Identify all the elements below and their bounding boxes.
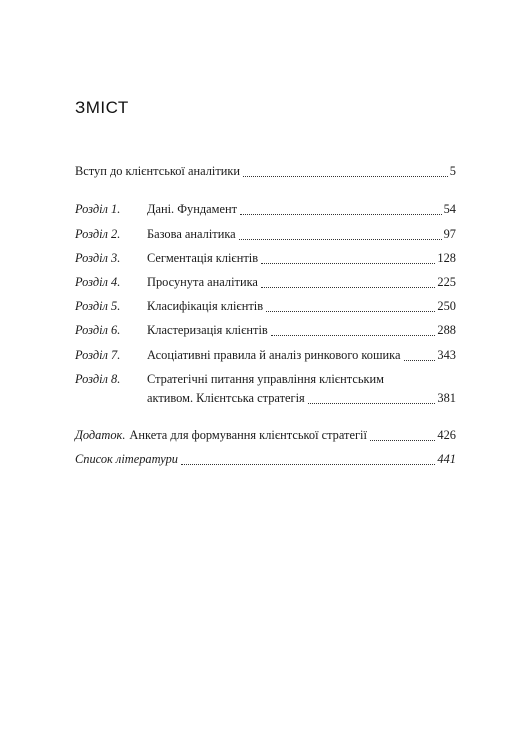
chapter-label: Розділ 4. (75, 275, 121, 289)
chapter-title: Базова аналітика (147, 227, 236, 241)
leader-dots (240, 211, 442, 215)
toc-entry-chapter-5[interactable] (75, 297, 456, 316)
chapter-title-line-1: Стратегічні питання управління клієнтським (147, 372, 384, 386)
chapter-page: 54 (443, 202, 456, 216)
chapter-title: Сегментація клієнтів (147, 251, 259, 265)
toc-entry-chapter-6[interactable] (75, 321, 456, 340)
chapter-label: Розділ 3. (75, 251, 121, 265)
leader-dots (271, 332, 436, 336)
appendix-page: 426 (437, 428, 456, 442)
appendix-label: Додаток. (75, 428, 126, 442)
toc-entry-chapter-7[interactable] (75, 346, 456, 365)
leader-dots (239, 236, 442, 240)
references-page: 441 (437, 452, 456, 466)
leader-dots (261, 260, 435, 264)
chapter-label: Розділ 7. (75, 348, 121, 362)
references-title: Список літератури (75, 452, 178, 466)
chapter-page: 97 (443, 227, 456, 241)
chapter-title: Асоціативні правила й аналіз ринкового кошика (147, 348, 401, 362)
chapter-label: Розділ 8. (75, 372, 121, 386)
toc-entry-appendix[interactable] (75, 426, 456, 445)
toc-entry-page: 5 (449, 164, 456, 178)
chapter-page: 343 (437, 348, 456, 362)
appendix-title: Анкета для формування клієнтської стратегії (129, 428, 367, 442)
chapter-title-line-2: активом. Клієнтська стратегія (147, 391, 305, 405)
chapter-page: 250 (437, 299, 456, 313)
toc-entry-chapter-1[interactable] (75, 200, 456, 219)
chapter-label: Розділ 1. (75, 202, 121, 216)
leader-dots (261, 284, 435, 288)
chapter-page: 381 (437, 391, 456, 405)
chapter-title: Дані. Фундамент (147, 202, 238, 216)
leader-dots (370, 437, 435, 441)
leader-dots (404, 357, 436, 361)
chapter-page: 225 (437, 275, 456, 289)
toc-entry-chapter-4[interactable] (75, 273, 456, 292)
chapter-page: 288 (437, 323, 456, 337)
toc-entry-chapter-8[interactable] (75, 370, 456, 408)
leader-dots (266, 308, 435, 312)
chapter-title: Класифікація клієнтів (147, 299, 264, 313)
chapter-label: Розділ 5. (75, 299, 121, 313)
toc-entry-references[interactable] (75, 450, 456, 469)
toc-heading: ЗМІСТ (75, 98, 129, 117)
chapter-label: Розділ 6. (75, 323, 121, 337)
toc-entry-title: Вступ до клієнтської аналітики (75, 164, 241, 178)
toc-entry-intro[interactable] (75, 162, 456, 181)
leader-dots (308, 400, 436, 404)
chapter-title: Кластеризація клієнтів (147, 323, 268, 337)
leader-dots (243, 173, 448, 177)
chapter-title: Просунута аналітика (147, 275, 258, 289)
chapter-page: 128 (437, 251, 456, 265)
toc-entry-chapter-3[interactable] (75, 249, 456, 268)
chapter-label: Розділ 2. (75, 227, 121, 241)
leader-dots (181, 461, 435, 465)
toc-entry-chapter-2[interactable] (75, 225, 456, 244)
